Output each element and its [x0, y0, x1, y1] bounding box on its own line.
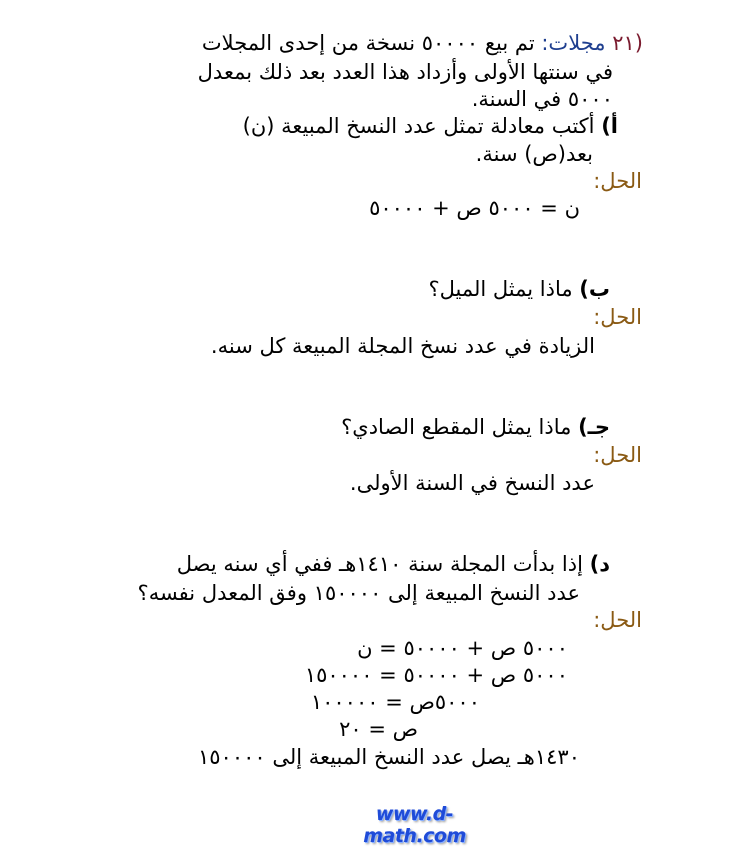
part-d-step-2: ٥٠٠٠ ص + ٥٠٠٠٠ = ١٥٠٠٠٠ [304, 663, 568, 687]
part-a-answer: ن = ٥٠٠٠ ص + ٥٠٠٠٠ [369, 196, 580, 220]
part-b-answer: الزيادة في عدد نسخ المجلة المبيعة كل سنه. [210, 334, 595, 358]
part-a-question-line2: بعد(ص) سنة. [475, 142, 593, 166]
part-c-question [341, 414, 610, 440]
part-d-question-line1 [177, 551, 610, 577]
part-d-step-5: ١٤٣٠هـ يصل عدد النسخ المبيعة إلى ١٥٠٠٠٠ [198, 745, 580, 769]
part-a-question-text: أكتب معادلة تمثل عدد النسخ المبيعة (ن) [242, 114, 595, 138]
part-c-solution-label: الحل: [593, 443, 642, 467]
part-b-label: ب) [579, 277, 610, 301]
part-d-question-text: إذا بدأت المجلة سنة ١٤١٠هـ ففي أي سنه يصل [176, 552, 583, 576]
part-b-question [428, 276, 610, 302]
site-logo[interactable]: www.d-math.com [363, 803, 466, 847]
problem-statement-line2: في سنتها الأولى وأزداد هذا العدد بعد ذلك بمعدل [197, 60, 613, 84]
part-a-label: أ) [601, 114, 618, 138]
part-b-question-text: ماذا يمثل الميل؟ [428, 277, 573, 301]
part-c-question-text: ماذا يمثل المقطع الصادي؟ [341, 415, 572, 439]
problem-statement-line3: ٥٠٠٠ في السنة. [471, 87, 613, 111]
problem-topic: مجلات: [541, 31, 606, 55]
part-d-step-3: ٥٠٠٠ص = ١٠٠٠٠٠ [310, 690, 480, 714]
part-d-label: د) [589, 552, 610, 576]
part-d-question-line2: عدد النسخ المبيعة إلى ١٥٠٠٠٠ وفق المعدل نفسه؟ [137, 581, 580, 605]
problem-number: (٢١ [612, 31, 643, 55]
part-c-answer: عدد النسخ في السنة الأولى. [349, 471, 595, 495]
part-c-label: جـ) [578, 415, 610, 439]
part-d-step-4: ص = ٢٠ [339, 717, 418, 741]
part-a-question-line1 [243, 113, 618, 139]
part-a-solution-label: الحل: [593, 169, 642, 193]
problem-statement-line1 [202, 30, 643, 56]
part-d-solution-label: الحل: [593, 608, 642, 632]
part-b-solution-label: الحل: [593, 305, 642, 329]
part-d-step-1: ٥٠٠٠ ص + ٥٠٠٠٠ = ن [357, 636, 568, 660]
problem-text: تم بيع ٥٠٠٠٠ نسخة من إحدى المجلات [201, 31, 535, 55]
